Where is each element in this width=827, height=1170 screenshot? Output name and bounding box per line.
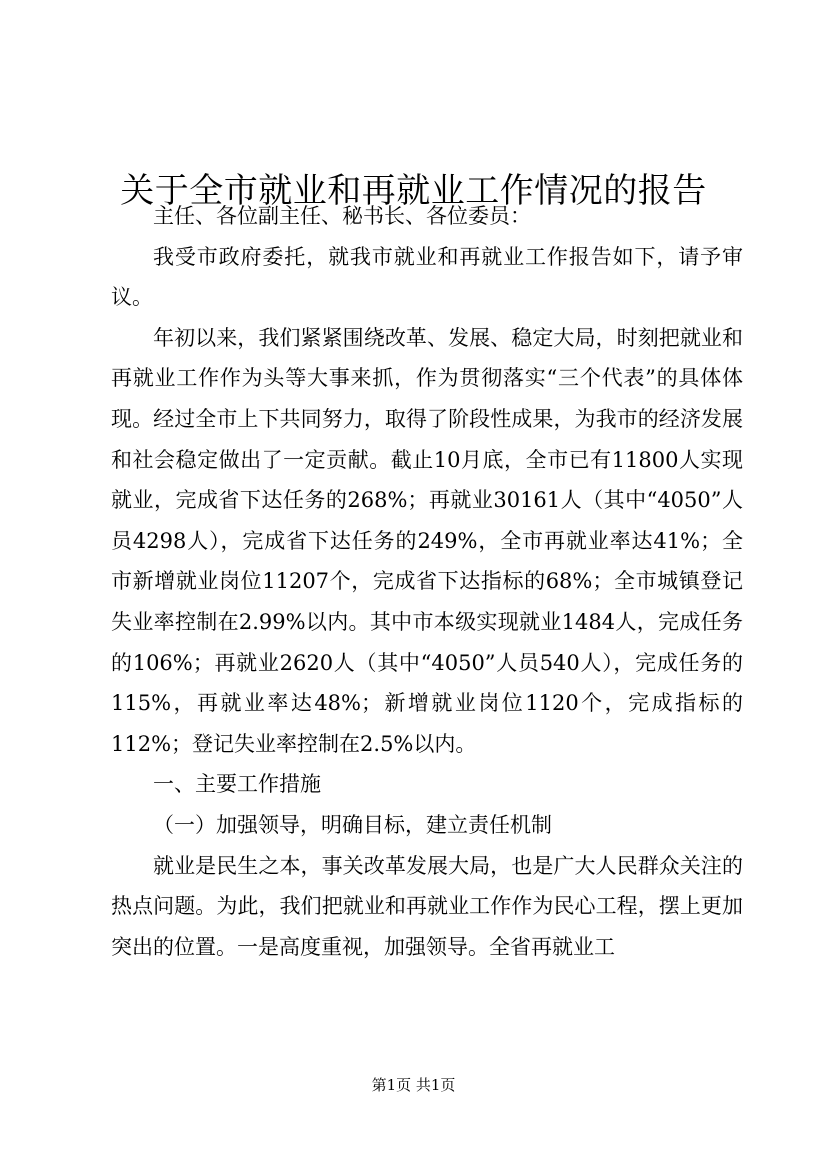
subsection-heading: （一）加强领导，明确目标，建立责任机制 <box>153 812 552 837</box>
page-number-footer: 第1页 共1页 <box>371 1076 456 1094</box>
document-body <box>111 196 743 967</box>
intro-paragraph: 我受市政府委托，就我市就业和再就业工作报告如下，请予审议。 <box>111 244 743 310</box>
salutation-paragraph: 主任、各位副主任、秘书长、各位委员： <box>153 204 531 228</box>
measures-paragraph: 就业是民生之本，事关改革发展大局，也是广大人民群众关注的热点问题。为此，我们把就业和再就业工作作为民心工程，摆上更加突出的位置。一是高度重视，加强领导。全省再就业工 <box>111 853 743 959</box>
document-title: 关于全市就业和再就业工作情况的报告 <box>120 170 707 211</box>
summary-paragraph: 年初以来，我们紧紧围绕改革、发展、稳定大局，时刻把就业和再就业工作作为头等大事来抓，作为贯彻落实“三个代表”的具体体现。经过全市上下共同努力，取得了阶段性成果，为我市的经济发展和社会稳定做出了一定贡献。截止10月底，全市已有11800人实现就业，完成省下达任务的268%；再就业30161人（其中“4050”人员4298人），完成省下达任务的249%，全市再就业率达41%；全市新增就业岗位11207个，完成省下达指标的68%；全市城镇登记失业率控制在2.99%以内。其中市本级实现就业1484人，完成任务的106%；再就业2620人（其中“4050”人员540人），完成任务的115%，再就业率达48%；新增就业岗位1120个，完成指标的112%；登记失业率控制在2.5%以内。 <box>111 325 743 756</box>
section-heading: 一、主要工作措施 <box>153 772 321 797</box>
